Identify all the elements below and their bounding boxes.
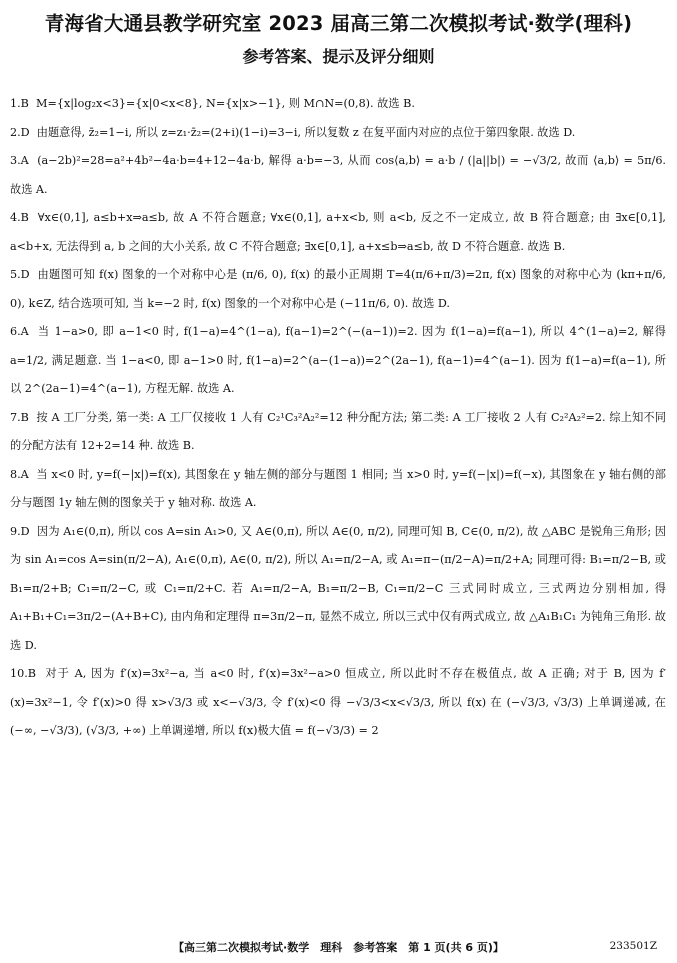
answer-list [10, 90, 666, 746]
answer-text: M={x|log₂x<3}={x|0<x<8}, N={x|x>−1}, 则 M∩N=(0,8). 故选 B. [36, 97, 415, 110]
answer-number: 7.B [10, 410, 29, 424]
answer-number: 9.D [10, 524, 30, 538]
answer-number: 10.B [10, 667, 37, 680]
page-footer [0, 937, 677, 957]
answer-text: 由题图可知 f(x) 图象的一个对称中心是 (π/6, 0), f(x) 的最小正周期 T=4(π/6+π/3)=2π, f(x) 图象的对称中心为 (kπ+π/6, 0), k∈Z, 结合选项可知, 当 k=−2 时, f(x) 图象的一个对称中心是 (−11π/6, 0). 故选 D. [10, 268, 666, 310]
answer-item [10, 318, 666, 404]
answer-item [10, 119, 666, 148]
answer-number: 3.A [10, 154, 29, 167]
answer-number: 4.B [10, 211, 29, 224]
answer-text: 因为 A₁∈(0,π), 所以 cos A=sin A₁>0, 又 A∈(0,π), 所以 A∈(0, π/2), 同理可知 B, C∈(0, π/2), 故 △ABC 是锐角三角形; 因为 sin A₁=cos A=sin(π/2−A), A₁∈(0,π), A∈(0, π/2), 所以 A₁=π/2−A, 或 A₁=π−(π/2−A)=π/2+A; 同理可得: B₁=π/2−B, 或 B₁=π/2+B; C₁=π/2−C, 或 C₁=π/2+C. 若 A₁=π/2−A, B₁=π/2−B, C₁=π/2−C 三式同时成立, 三式两边分别相加, 得 A₁+B₁+C₁=3π/2−(A+B+C), 由内角和定理得 π=3π/2−π, 显然不成立, 所以三式中仅有两式成立, 故 △A₁B₁C₁ 为钝角三角形. 故选 D. [10, 524, 666, 652]
answer-number: 2.D [10, 125, 30, 139]
answer-number: 5.D [10, 268, 30, 281]
answer-text: ∀x∈(0,1], a≤b+x⇒a≤b, 故 A 不符合题意; ∀x∈(0,1], a+x<b, 则 a<b, 反之不一定成立, 故 B 符合题意; 由 ∃x∈[0,1], a<b+x, 无法得到 a, b 之间的大小关系, 故 C 不符合题意; ∃x∈[0,1], a+x≤b⇒a≤b, 故 D 不符合题意. 故选 B. [10, 211, 666, 253]
page-title: 青海省大通县教学研究室 2023 届高三第二次模拟考试·数学(理科) [44, 12, 633, 35]
answer-text: (a−2b)²=28=a²+4b²−4a·b=4+12−4a·b, 解得 a·b=−3, 从而 cos⟨a,b⟩ = a·b / (|a||b|) = −√3/2, 故而 ⟨a,b⟩ = 5π/6. 故选 A. [10, 154, 666, 196]
answer-number: 8.A [10, 467, 29, 481]
answer-text: 当 x<0 时, y=f(−|x|)=f(x), 其图象在 y 轴左侧的部分与题图 1 相同; 当 x>0 时, y=f(−|x|)=f(−x), 其图象在 y 轴右侧的部分与题图 1y 轴左侧的图象关于 y 轴对称. 故选 A. [10, 467, 666, 509]
answer-item [10, 90, 666, 119]
answer-number: 1.B [10, 97, 29, 110]
answer-text: 由题意得, z̄₂=1−i, 所以 z=z₁·z̄₂=(2+i)(1−i)=3−i, 所以复数 z 在复平面内对应的点位于第四象限. 故选 D. [36, 125, 576, 139]
answer-item [10, 147, 666, 204]
answer-number: 6.A [10, 325, 29, 338]
page-subtitle: 参考答案、提示及评分细则 [242, 47, 435, 66]
answer-item [10, 461, 666, 518]
answer-item [10, 261, 666, 318]
answer-text: 对于 A, 因为 f′(x)=3x²−a, 当 a<0 时, f′(x)=3x²−a>0 恒成立, 所以此时不存在极值点, 故 A 正确; 对于 B, 因为 f′(x)=3x²−1, 令 f′(x)>0 得 x>√3/3 或 x<−√3/3, 令 f′(x)<0 得 −√3/3<x<√3/3, 所以 f(x) 在 (−√3/3, √3/3) 上单调递减, 在 (−∞, −√3/3), (√3/3, +∞) 上单调递增, 所以 f(x)极大值 = f(−√3/3) = 2 [10, 667, 666, 737]
answer-item [10, 660, 666, 746]
answer-text: 按 A 工厂分类, 第一类: A 工厂仅接收 1 人有 C₂¹C₃²A₂²=12 种分配方法; 第二类: A 工厂接收 2 人有 C₂²A₂²=2. 综上知不同的分配方法有 12+2=14 种. 故选 B. [10, 410, 666, 452]
answer-item [10, 518, 666, 661]
answer-item [10, 404, 666, 461]
footer-caption: 【高三第二次模拟考试·数学 理科 参考答案 第 1 页(共 6 页)】 [173, 941, 504, 954]
answer-item [10, 204, 666, 261]
paper-code: 233501Z [609, 940, 657, 952]
answer-text: 当 1−a>0, 即 a−1<0 时, f(1−a)=4^(1−a), f(a−1)=2^(−(a−1))=2. 因为 f(1−a)=f(a−1), 所以 4^(1−a)=2, 解得 a=1/2, 满足题意. 当 1−a<0, 即 a−1>0 时, f(1−a)=2^(a−(1−a))=2^(2a−1), f(a−1)=4^(a−1). 因为 f(1−a)=f(a−1), 所以 2^(2a−1)=4^(a−1), 方程无解. 故选 A. [10, 325, 666, 395]
